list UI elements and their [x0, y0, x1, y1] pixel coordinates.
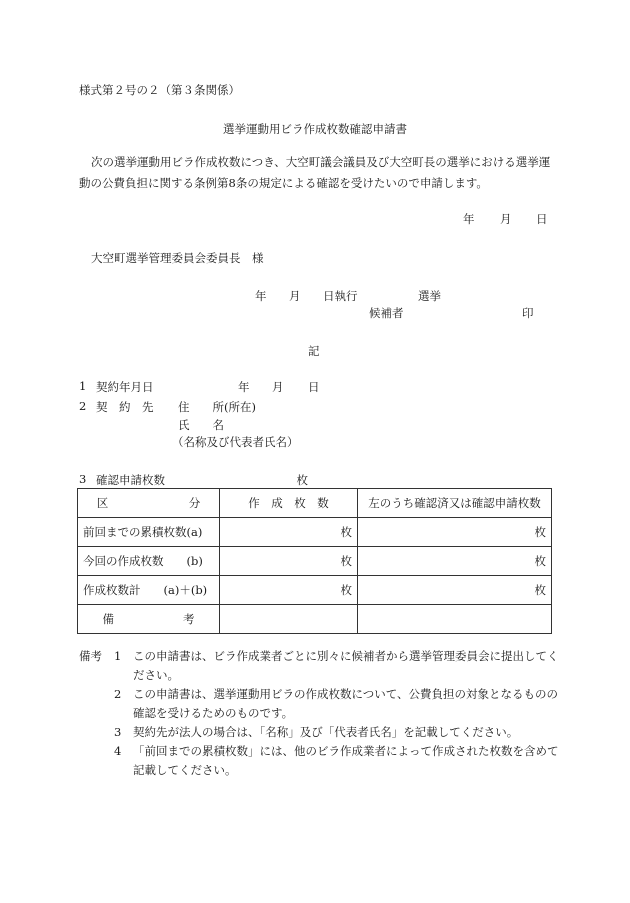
name-note: （名称及び代表者氏名）: [172, 435, 299, 449]
notes-section: [79, 647, 559, 780]
form-number: 様式第２号の２（第３条関係）: [79, 83, 240, 97]
note-text: 契約先が法人の場合は、「名称」及び「代表者氏名」を記載してください。: [133, 725, 519, 739]
header-created-count: 作 成 枚 数: [220, 489, 358, 518]
contract-year: 年: [238, 380, 250, 394]
confirmed-count-cell[interactable]: 枚: [358, 576, 552, 605]
note-number: 1: [114, 649, 122, 663]
note-item: [114, 685, 559, 723]
confirmed-count-cell[interactable]: 枚: [358, 518, 552, 547]
request-label: 確認申請枚数: [96, 473, 165, 487]
contract-month: 月: [272, 380, 284, 394]
page-title: 選挙運動用ビラ作成枚数確認申請書: [223, 122, 407, 136]
note-item: [114, 742, 559, 780]
ki-heading: 記: [308, 344, 320, 358]
count-table: [77, 488, 552, 634]
intro-paragraph: 次の選挙運動用ビラ作成枚数につき、大空町議会議員及び大空町長の選挙における選挙運動の公費負担に関する条例第8条の規定による確認を受けたいので申請します。: [79, 155, 551, 190]
contract-date-label: 契約年月日: [96, 380, 154, 394]
remarks-cell[interactable]: [358, 605, 552, 634]
notes-label: 備考: [79, 649, 102, 663]
created-count-cell[interactable]: 枚: [220, 576, 358, 605]
election-year: 年: [255, 289, 267, 303]
note-number: 2: [114, 687, 122, 701]
note-item: [114, 723, 559, 742]
request-unit: 枚: [296, 473, 308, 487]
date-month: 月: [500, 212, 512, 226]
note-number: 4: [114, 744, 122, 758]
note-text: この申請書は、ビラ作成業者ごとに別々に候補者から選挙管理委員会に提出してください。: [133, 649, 559, 682]
table-header-row: [78, 489, 552, 518]
row-label: 今回の作成枚数 (b): [78, 547, 220, 576]
note-text: この申請書は、選挙運動用ビラの作成枚数について、公費負担の対象となるものの確認を受けるためのものです。: [133, 687, 559, 720]
addressee: 大空町選挙管理委員会委員長 様: [91, 251, 264, 265]
note-number: 3: [114, 725, 122, 739]
election-label: 選挙: [418, 289, 441, 303]
date-year: 年: [463, 212, 475, 226]
request-count-line: [96, 472, 308, 489]
election-day-exec: 日執行: [323, 289, 358, 303]
note-item: [114, 647, 559, 685]
item-2-number: 2: [79, 399, 87, 413]
contractor-label: 契 約 先: [96, 400, 154, 414]
table-row: [78, 547, 552, 576]
item-3-number: 3: [79, 472, 87, 486]
address-label: 住 所(所在): [178, 400, 256, 414]
table-row: [78, 518, 552, 547]
remarks-label: 備 考: [78, 605, 220, 634]
date-day: 日: [536, 212, 548, 226]
row-label: 前回までの累積枚数(a): [78, 518, 220, 547]
candidate-label: 候補者: [369, 306, 404, 320]
item-1-number: 1: [79, 379, 87, 393]
note-text: 「前回までの累積枚数」には、他のビラ作成業者によって作成された枚数を含めて記載してください。: [133, 744, 559, 777]
created-count-cell[interactable]: 枚: [220, 518, 358, 547]
confirmed-count-cell[interactable]: 枚: [358, 547, 552, 576]
name-label: 氏 名: [178, 418, 224, 432]
created-count-cell[interactable]: 枚: [220, 547, 358, 576]
table-row: [78, 576, 552, 605]
remarks-cell[interactable]: [220, 605, 358, 634]
election-month: 月: [289, 289, 301, 303]
table-remarks-row: [78, 605, 552, 634]
contract-day: 日: [308, 380, 320, 394]
row-label: 作成枚数計 (a)＋(b): [78, 576, 220, 605]
header-confirmed-count: 左のうち確認済又は確認申請枚数: [358, 489, 552, 518]
header-category: 区 分: [78, 489, 220, 518]
seal-mark: 印: [522, 306, 534, 320]
